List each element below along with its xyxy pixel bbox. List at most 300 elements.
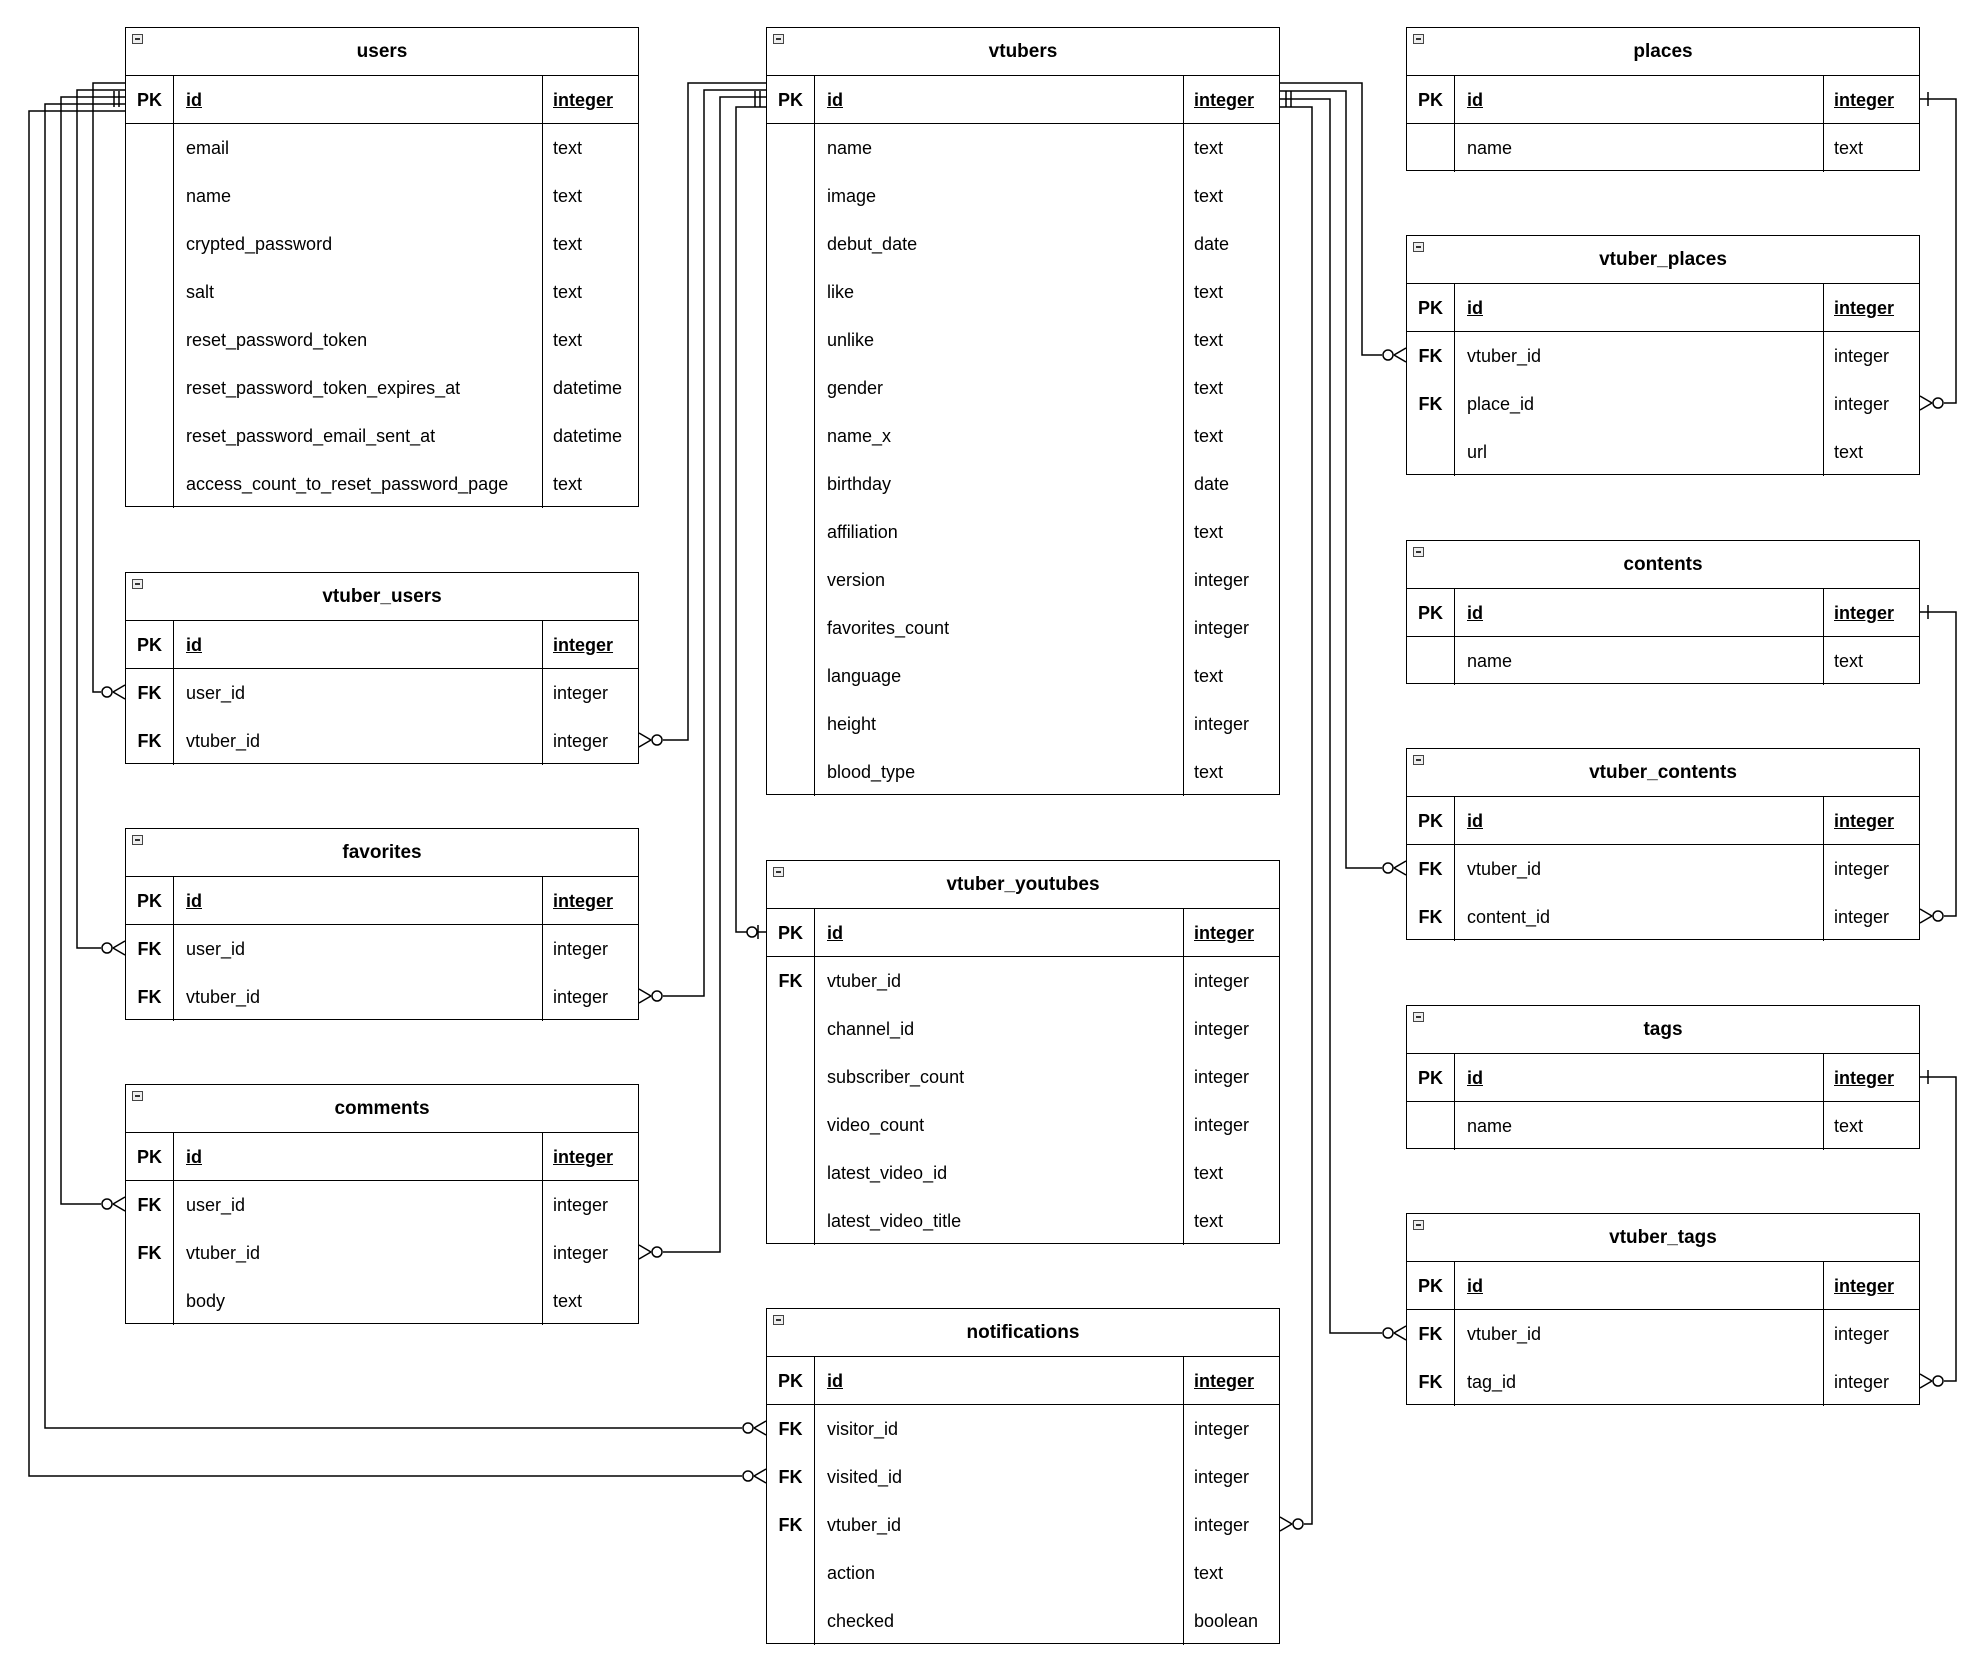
entity-vtuber-tags[interactable] bbox=[1406, 1213, 1920, 1405]
entity-vtubers[interactable] bbox=[766, 27, 1280, 795]
field-name: vtuber_id bbox=[186, 1243, 261, 1263]
field-row[interactable] bbox=[1407, 845, 1919, 893]
many-marker bbox=[639, 1245, 651, 1252]
field-type: integer bbox=[1183, 76, 1279, 123]
field-type: text bbox=[1183, 364, 1279, 412]
field-name: id bbox=[186, 891, 202, 911]
field-name: id bbox=[827, 1371, 843, 1391]
key-badge bbox=[1407, 124, 1455, 172]
field-name: content_id bbox=[1467, 907, 1551, 927]
field-row[interactable] bbox=[1407, 1054, 1919, 1102]
collapse-icon[interactable] bbox=[132, 835, 143, 845]
many-marker bbox=[1920, 909, 1932, 916]
field-name: image bbox=[827, 186, 877, 206]
key-badge: FK bbox=[126, 1229, 174, 1277]
field-name: id bbox=[186, 90, 202, 110]
field-row[interactable] bbox=[767, 556, 1279, 604]
field-row[interactable] bbox=[126, 1277, 638, 1325]
entity-title-text: places bbox=[1633, 41, 1693, 62]
field-type: integer bbox=[1183, 909, 1279, 956]
entity-vtuber-users[interactable] bbox=[125, 572, 639, 764]
zero-marker bbox=[743, 1423, 753, 1433]
field-row[interactable] bbox=[1407, 1102, 1919, 1150]
key-badge bbox=[767, 1005, 815, 1053]
entity-title bbox=[767, 1309, 1279, 1357]
field-type: integer bbox=[542, 621, 638, 668]
field-name: id bbox=[1467, 1276, 1483, 1296]
field-row[interactable] bbox=[767, 748, 1279, 796]
field-name: name bbox=[1467, 138, 1513, 158]
many-marker bbox=[113, 1204, 125, 1211]
collapse-icon[interactable] bbox=[132, 34, 143, 44]
field-row[interactable] bbox=[1407, 1262, 1919, 1310]
key-badge: FK bbox=[1407, 332, 1455, 380]
field-type: text bbox=[1183, 268, 1279, 316]
field-row[interactable] bbox=[767, 1149, 1279, 1197]
field-name: subscriber_count bbox=[827, 1067, 965, 1087]
key-badge: FK bbox=[767, 1501, 815, 1549]
field-type: integer bbox=[1823, 1054, 1919, 1101]
field-type: integer bbox=[542, 1229, 638, 1277]
field-row[interactable] bbox=[767, 508, 1279, 556]
entity-vtuber-contents[interactable] bbox=[1406, 748, 1920, 940]
field-row[interactable] bbox=[126, 364, 638, 412]
field-row[interactable] bbox=[767, 1053, 1279, 1101]
entity-title-text: comments bbox=[334, 1098, 430, 1119]
field-name: gender bbox=[827, 378, 884, 398]
field-row[interactable] bbox=[1407, 284, 1919, 332]
key-badge bbox=[767, 700, 815, 748]
relationship-vtubers-favorites bbox=[663, 90, 766, 996]
field-name: reset_password_token_expires_at bbox=[186, 378, 461, 398]
key-badge: FK bbox=[126, 717, 174, 765]
zero-marker bbox=[102, 1199, 112, 1209]
field-row[interactable] bbox=[126, 1229, 638, 1277]
many-marker bbox=[1920, 1374, 1932, 1381]
many-marker bbox=[639, 733, 651, 740]
field-row[interactable] bbox=[767, 1549, 1279, 1597]
field-name: vtuber_id bbox=[186, 731, 261, 751]
entity-comments[interactable] bbox=[125, 1084, 639, 1324]
field-type: date bbox=[1183, 220, 1279, 268]
field-name: height bbox=[827, 714, 877, 734]
entity-contents[interactable] bbox=[1406, 540, 1920, 684]
collapse-icon[interactable] bbox=[773, 867, 784, 877]
field-row[interactable] bbox=[1407, 76, 1919, 124]
zero-marker bbox=[102, 943, 112, 953]
entity-title bbox=[126, 829, 638, 877]
many-marker bbox=[639, 996, 651, 1003]
collapse-icon[interactable] bbox=[1413, 34, 1424, 44]
zero-marker bbox=[652, 991, 662, 1001]
many-marker bbox=[754, 1476, 766, 1483]
entity-favorites[interactable] bbox=[125, 828, 639, 1020]
entity-title-text: contents bbox=[1623, 554, 1703, 575]
field-name: id bbox=[1467, 298, 1483, 318]
field-type: text bbox=[1183, 508, 1279, 556]
zero-marker bbox=[1293, 1519, 1303, 1529]
key-badge bbox=[767, 460, 815, 508]
field-row[interactable] bbox=[767, 76, 1279, 124]
field-name: visited_id bbox=[827, 1467, 903, 1487]
field-type: integer bbox=[542, 717, 638, 765]
key-badge: PK bbox=[1407, 1262, 1455, 1309]
field-type: integer bbox=[1183, 1501, 1279, 1549]
relationship-users-favorites bbox=[77, 90, 125, 948]
relationship-tags-vtuber_tags bbox=[1920, 1077, 1956, 1381]
field-name: latest_video_title bbox=[827, 1211, 962, 1231]
key-badge bbox=[126, 172, 174, 220]
key-badge: PK bbox=[126, 1133, 174, 1180]
key-badge: FK bbox=[1407, 1310, 1455, 1358]
key-badge: FK bbox=[767, 957, 815, 1005]
field-name: body bbox=[186, 1291, 226, 1311]
entity-tags[interactable] bbox=[1406, 1005, 1920, 1149]
key-badge: FK bbox=[767, 1405, 815, 1453]
field-type: integer bbox=[1823, 1310, 1919, 1358]
field-type: integer bbox=[1183, 1053, 1279, 1101]
entity-title bbox=[126, 1085, 638, 1133]
field-type: text bbox=[1183, 652, 1279, 700]
zero-marker bbox=[747, 927, 757, 937]
field-type: text bbox=[542, 268, 638, 316]
field-name: vtuber_id bbox=[827, 971, 902, 991]
field-row[interactable] bbox=[767, 412, 1279, 460]
field-type: text bbox=[542, 172, 638, 220]
relationship-vtubers-vtuber_tags bbox=[1280, 99, 1382, 1333]
field-name: action bbox=[827, 1563, 876, 1583]
field-row[interactable] bbox=[126, 124, 638, 172]
field-type: integer bbox=[1823, 284, 1919, 331]
relationship-places-vtuber_places bbox=[1920, 99, 1956, 403]
collapse-icon[interactable] bbox=[1413, 1220, 1424, 1230]
collapse-icon[interactable] bbox=[773, 34, 784, 44]
field-row[interactable] bbox=[767, 1501, 1279, 1549]
field-type: integer bbox=[542, 1133, 638, 1180]
key-badge: PK bbox=[767, 909, 815, 956]
many-marker bbox=[639, 989, 651, 996]
field-row[interactable] bbox=[767, 1405, 1279, 1453]
field-name: id bbox=[186, 635, 202, 655]
collapse-icon[interactable] bbox=[1413, 1012, 1424, 1022]
field-type: integer bbox=[1183, 1357, 1279, 1404]
many-marker bbox=[1394, 868, 1406, 875]
key-badge bbox=[767, 508, 815, 556]
field-name: url bbox=[1467, 442, 1488, 462]
field-row[interactable] bbox=[767, 700, 1279, 748]
key-badge bbox=[767, 172, 815, 220]
field-row[interactable] bbox=[767, 364, 1279, 412]
zero-marker bbox=[1383, 863, 1393, 873]
field-row[interactable] bbox=[767, 909, 1279, 957]
field-name: name bbox=[827, 138, 873, 158]
entity-notifications[interactable] bbox=[766, 1308, 1280, 1644]
entity-title-text: vtuber_users bbox=[322, 586, 442, 607]
key-badge: FK bbox=[767, 1453, 815, 1501]
field-type: integer bbox=[1823, 589, 1919, 636]
field-row[interactable] bbox=[1407, 893, 1919, 941]
key-badge bbox=[126, 316, 174, 364]
entity-title-text: users bbox=[356, 41, 408, 62]
field-name: like bbox=[827, 282, 855, 302]
relationship-vtubers-vtuber_places bbox=[1280, 83, 1382, 355]
field-row[interactable] bbox=[767, 268, 1279, 316]
entity-title-text: vtuber_youtubes bbox=[946, 874, 1100, 895]
zero-marker bbox=[652, 1247, 662, 1257]
entity-users[interactable] bbox=[125, 27, 639, 507]
many-marker bbox=[754, 1469, 766, 1476]
field-name: vtuber_id bbox=[1467, 346, 1542, 366]
many-marker bbox=[113, 692, 125, 699]
field-type: text bbox=[1823, 637, 1919, 685]
field-row[interactable] bbox=[126, 268, 638, 316]
key-badge bbox=[767, 1101, 815, 1149]
field-type: text bbox=[1183, 1549, 1279, 1597]
field-row[interactable] bbox=[126, 717, 638, 765]
field-row[interactable] bbox=[1407, 637, 1919, 685]
collapse-icon[interactable] bbox=[1413, 242, 1424, 252]
field-row[interactable] bbox=[767, 1101, 1279, 1149]
field-name: name_x bbox=[827, 426, 892, 446]
field-name: place_id bbox=[1467, 394, 1535, 414]
collapse-icon[interactable] bbox=[132, 579, 143, 589]
many-marker bbox=[1394, 1326, 1406, 1333]
entity-vtuber-youtubes[interactable] bbox=[766, 860, 1280, 1244]
many-marker bbox=[754, 1421, 766, 1428]
zero-marker bbox=[1933, 398, 1943, 408]
relationship-vtubers-notifications bbox=[1280, 107, 1312, 1524]
key-badge: PK bbox=[126, 621, 174, 668]
relationship-vtubers-vtuber_youtubes bbox=[736, 107, 766, 932]
field-name: latest_video_id bbox=[827, 1163, 948, 1183]
key-badge bbox=[126, 124, 174, 172]
field-row[interactable] bbox=[1407, 332, 1919, 380]
field-type: text bbox=[1183, 172, 1279, 220]
entity-title-text: vtuber_tags bbox=[1609, 1227, 1717, 1248]
field-row[interactable] bbox=[1407, 589, 1919, 637]
field-type: integer bbox=[1183, 1453, 1279, 1501]
zero-marker bbox=[743, 1471, 753, 1481]
key-badge: FK bbox=[1407, 1358, 1455, 1406]
field-name: version bbox=[827, 570, 886, 590]
many-marker bbox=[639, 1252, 651, 1259]
field-row[interactable] bbox=[1407, 797, 1919, 845]
field-name: id bbox=[827, 90, 843, 110]
many-marker bbox=[639, 740, 651, 747]
field-row[interactable] bbox=[126, 1181, 638, 1229]
entity-title bbox=[1407, 28, 1919, 76]
field-row[interactable] bbox=[767, 1005, 1279, 1053]
key-badge bbox=[767, 412, 815, 460]
field-row[interactable] bbox=[126, 925, 638, 973]
field-type: integer bbox=[1823, 845, 1919, 893]
entity-title-text: vtubers bbox=[988, 41, 1058, 62]
field-row[interactable] bbox=[1407, 380, 1919, 428]
field-type: text bbox=[542, 220, 638, 268]
field-type: integer bbox=[1823, 797, 1919, 844]
field-row[interactable] bbox=[767, 604, 1279, 652]
field-row[interactable] bbox=[767, 1197, 1279, 1245]
field-row[interactable] bbox=[126, 412, 638, 460]
key-badge bbox=[767, 124, 815, 172]
many-marker bbox=[1394, 355, 1406, 362]
key-badge bbox=[767, 556, 815, 604]
field-type: datetime bbox=[542, 412, 638, 460]
field-name: video_count bbox=[827, 1115, 925, 1135]
many-marker bbox=[1280, 1524, 1292, 1531]
key-badge bbox=[1407, 637, 1455, 685]
field-type: text bbox=[1823, 1102, 1919, 1150]
key-badge: PK bbox=[1407, 589, 1455, 636]
entity-title bbox=[1407, 749, 1919, 797]
collapse-icon[interactable] bbox=[1413, 755, 1424, 765]
field-row[interactable] bbox=[1407, 428, 1919, 476]
field-row[interactable] bbox=[767, 652, 1279, 700]
field-row[interactable] bbox=[767, 1453, 1279, 1501]
key-badge bbox=[126, 412, 174, 460]
many-marker bbox=[1394, 1333, 1406, 1340]
key-badge bbox=[126, 364, 174, 412]
many-marker bbox=[113, 685, 125, 692]
field-type: integer bbox=[1823, 76, 1919, 123]
field-row[interactable] bbox=[126, 973, 638, 1021]
key-badge: PK bbox=[126, 877, 174, 924]
field-row[interactable] bbox=[126, 316, 638, 364]
field-type: text bbox=[542, 1277, 638, 1325]
key-badge bbox=[767, 1053, 815, 1101]
field-row[interactable] bbox=[1407, 1310, 1919, 1358]
field-row[interactable] bbox=[126, 1133, 638, 1181]
key-badge: PK bbox=[1407, 76, 1455, 123]
field-type: text bbox=[1183, 316, 1279, 364]
field-type: integer bbox=[1823, 1262, 1919, 1309]
field-name: channel_id bbox=[827, 1019, 915, 1039]
field-type: integer bbox=[542, 925, 638, 973]
key-badge bbox=[1407, 428, 1455, 476]
field-row[interactable] bbox=[767, 316, 1279, 364]
entity-title bbox=[1407, 541, 1919, 589]
field-name: reset_password_email_sent_at bbox=[186, 426, 436, 446]
entity-title bbox=[1407, 236, 1919, 284]
field-row[interactable] bbox=[126, 172, 638, 220]
zero-marker bbox=[652, 735, 662, 745]
field-row[interactable] bbox=[1407, 124, 1919, 172]
field-name: blood_type bbox=[827, 762, 916, 782]
field-name: tag_id bbox=[1467, 1372, 1517, 1392]
field-type: text bbox=[1183, 412, 1279, 460]
field-name: vtuber_id bbox=[186, 987, 261, 1007]
key-badge bbox=[767, 1549, 815, 1597]
key-badge: PK bbox=[1407, 797, 1455, 844]
collapse-icon[interactable] bbox=[773, 1315, 784, 1325]
field-row[interactable] bbox=[767, 957, 1279, 1005]
field-row[interactable] bbox=[767, 220, 1279, 268]
key-badge bbox=[767, 220, 815, 268]
collapse-icon[interactable] bbox=[1413, 547, 1424, 557]
many-marker bbox=[754, 1428, 766, 1435]
field-type: text bbox=[542, 316, 638, 364]
key-badge bbox=[767, 1149, 815, 1197]
field-name: id bbox=[1467, 603, 1483, 623]
field-row[interactable] bbox=[767, 1357, 1279, 1405]
key-badge: PK bbox=[767, 76, 815, 123]
field-type: integer bbox=[1823, 1358, 1919, 1406]
field-row[interactable] bbox=[126, 877, 638, 925]
field-type: datetime bbox=[542, 364, 638, 412]
field-name: user_id bbox=[186, 939, 246, 959]
field-type: text bbox=[1823, 124, 1919, 172]
key-badge: FK bbox=[1407, 380, 1455, 428]
field-row[interactable] bbox=[767, 1597, 1279, 1645]
key-badge bbox=[767, 748, 815, 796]
field-type: integer bbox=[1183, 957, 1279, 1005]
entity-title bbox=[767, 28, 1279, 76]
field-type: integer bbox=[542, 877, 638, 924]
field-type: integer bbox=[1183, 700, 1279, 748]
field-type: integer bbox=[1183, 1101, 1279, 1149]
collapse-icon[interactable] bbox=[132, 1091, 143, 1101]
field-row[interactable] bbox=[126, 220, 638, 268]
entity-title bbox=[126, 573, 638, 621]
relationship-vtubers-vtuber_users bbox=[663, 83, 766, 740]
key-badge bbox=[126, 1277, 174, 1325]
zero-marker bbox=[1933, 1376, 1943, 1386]
field-row[interactable] bbox=[767, 460, 1279, 508]
entity-title bbox=[767, 861, 1279, 909]
entity-vtuber-places[interactable] bbox=[1406, 235, 1920, 475]
field-type: boolean bbox=[1183, 1597, 1279, 1645]
field-row[interactable] bbox=[126, 669, 638, 717]
field-name: visitor_id bbox=[827, 1419, 899, 1439]
key-badge bbox=[767, 652, 815, 700]
entity-title-text: tags bbox=[1643, 1019, 1683, 1040]
key-badge: PK bbox=[1407, 1054, 1455, 1101]
field-row[interactable] bbox=[126, 76, 638, 124]
field-type: date bbox=[1183, 460, 1279, 508]
field-type: text bbox=[542, 124, 638, 172]
field-type: integer bbox=[1823, 380, 1919, 428]
many-marker bbox=[1394, 348, 1406, 355]
field-type: integer bbox=[1183, 1005, 1279, 1053]
entity-title-text: vtuber_places bbox=[1599, 249, 1727, 270]
field-name: vtuber_id bbox=[827, 1515, 902, 1535]
many-marker bbox=[1920, 1381, 1932, 1388]
field-type: text bbox=[1823, 428, 1919, 476]
field-type: integer bbox=[1183, 556, 1279, 604]
field-row[interactable] bbox=[1407, 1358, 1919, 1406]
field-row[interactable] bbox=[767, 124, 1279, 172]
key-badge bbox=[767, 316, 815, 364]
field-name: id bbox=[1467, 811, 1483, 831]
many-marker bbox=[1920, 403, 1932, 410]
entity-title bbox=[126, 28, 638, 76]
field-type: text bbox=[1183, 1149, 1279, 1197]
field-row[interactable] bbox=[767, 172, 1279, 220]
field-type: text bbox=[1183, 124, 1279, 172]
field-row[interactable] bbox=[126, 460, 638, 508]
key-badge bbox=[126, 268, 174, 316]
entity-places[interactable] bbox=[1406, 27, 1920, 171]
key-badge bbox=[767, 268, 815, 316]
key-badge: FK bbox=[126, 925, 174, 973]
entity-title-text: vtuber_contents bbox=[1589, 762, 1737, 783]
field-name: birthday bbox=[827, 474, 892, 494]
field-type: integer bbox=[542, 669, 638, 717]
field-name: name bbox=[186, 186, 232, 206]
field-row[interactable] bbox=[126, 621, 638, 669]
many-marker bbox=[1394, 861, 1406, 868]
key-badge: PK bbox=[767, 1357, 815, 1404]
